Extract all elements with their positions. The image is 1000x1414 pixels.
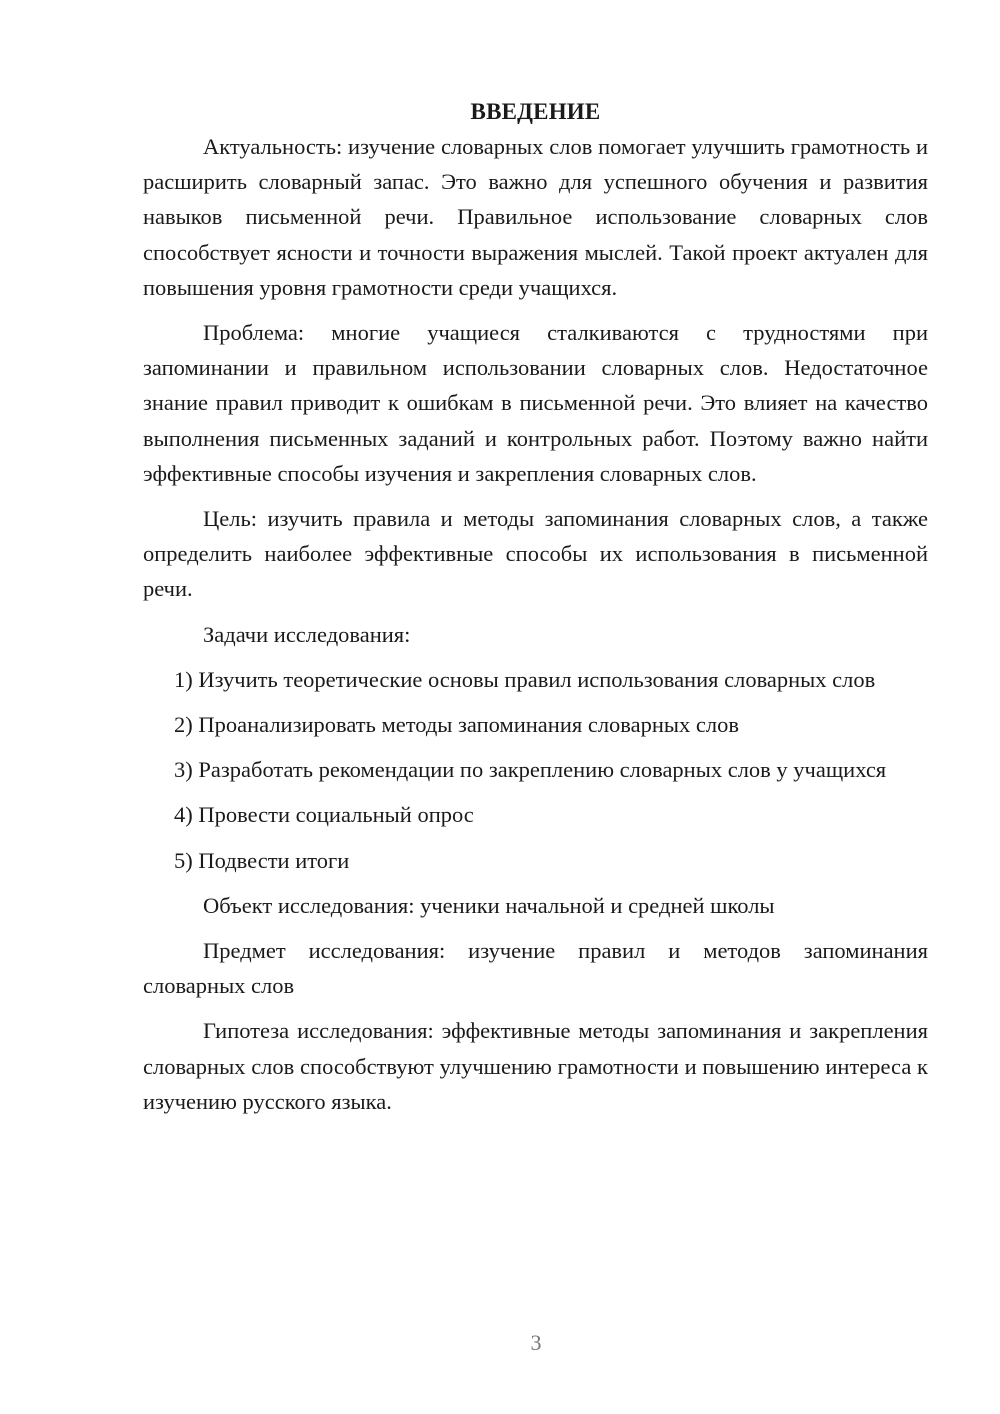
document-page bbox=[143, 94, 928, 1119]
task-item-1: 1) Изучить теоретические основы правил использования словарных слов bbox=[174, 666, 876, 692]
research-subject: Предмет исследования: изучение правил и методов запоминания словарных слов bbox=[143, 938, 928, 999]
relevance-paragraph: Актуальность: изучение словарных слов помогает улучшить грамотность и расширить словарный запас. Это важно для успешного обучения и развития навыков письменной речи. Правильное использование словарных слов способствует ясности и точности выражения мыслей. Такой проект актуален для повышения уровня грамотности среди учащихся. bbox=[143, 134, 928, 300]
task-item-4: 4) Провести социальный опрос bbox=[174, 802, 474, 828]
task-item-5: 5) Подвести итоги bbox=[174, 847, 350, 873]
page-number: 3 bbox=[530, 1330, 542, 1355]
task-item-3: 3) Разработать рекомендации по закреплению словарных слов у учащихся bbox=[174, 757, 887, 783]
research-object: Объект исследования: ученики начальной и средней школы bbox=[203, 892, 775, 918]
goal-paragraph: Цель: изучить правила и методы запоминания словарных слов, а также определить наиболее эффективные способы их использования в письменной речи. bbox=[143, 506, 928, 602]
problem-paragraph: Проблема: многие учащиеся сталкиваются с трудностями при запоминании и правильном использовании словарных слов. Недостаточное знание правил приводит к ошибкам в письменной речи. Это влияет на качество выполнения письменных заданий и контрольных работ. Поэтому важно найти эффективные способы изучения и закрепления словарных слов. bbox=[143, 320, 928, 486]
tasks-title: Задачи исследования: bbox=[203, 621, 411, 647]
section-heading: ВВЕДЕНИЕ bbox=[470, 99, 601, 124]
research-hypothesis: Гипотеза исследования: эффективные методы запоминания и закрепления словарных слов способствуют улучшению грамотности и повышению интереса к изучению русского языка. bbox=[143, 1018, 928, 1114]
task-item-2: 2) Проанализировать методы запоминания словарных слов bbox=[174, 712, 739, 738]
